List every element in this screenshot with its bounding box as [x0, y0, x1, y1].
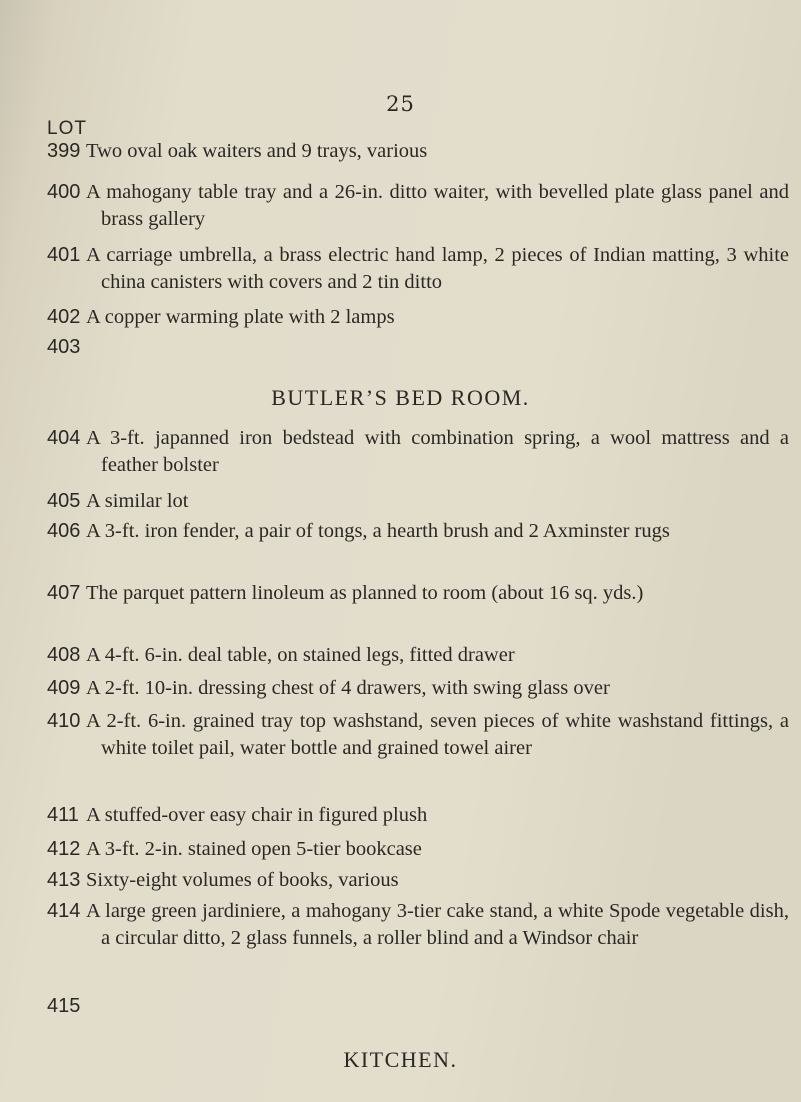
lot-description: A 3-ft. japanned iron bedstead with combination spring, a wool mattress and a feather bolster — [86, 427, 789, 476]
lot-number: 408 — [47, 644, 81, 666]
section-heading-kitchen: KITCHEN. — [343, 1047, 458, 1072]
lot-number: 399 — [47, 140, 81, 162]
lot-number: 402 — [47, 306, 81, 328]
lot-number: 410 — [47, 710, 81, 732]
lot-number: 411 — [47, 804, 79, 826]
lot-description: A 2-ft. 6-in. grained tray top washstand, seven pieces of white washstand fittings, a white toilet pail, water bottle and grained towel airer — [86, 710, 789, 759]
section-heading-butlers-bed-room: BUTLER’S BED ROOM. — [271, 385, 530, 410]
lot-number: 401 — [47, 244, 81, 266]
lot-description: A mahogany table tray and a 26-in. ditto waiter, with bevelled plate glass panel and brass gallery — [86, 181, 789, 230]
lot-description: Sixty-eight volumes of books, various — [86, 869, 399, 891]
lot-description: A similar lot — [86, 490, 189, 512]
lot-description: A 4-ft. 6-in. deal table, on stained legs, fitted drawer — [86, 644, 515, 666]
lot-description: The parquet pattern linoleum as planned to room (about 16 sq. yds.) — [86, 582, 644, 604]
lot-description: Two oval oak waiters and 9 trays, various — [86, 140, 428, 162]
lot-number: 405 — [47, 490, 81, 512]
lot-description: A stuffed-over easy chair in figured plush — [86, 804, 428, 826]
lot-number: 413 — [47, 869, 81, 891]
lot-number: 400 — [47, 181, 81, 203]
lot-number: 415 — [47, 995, 81, 1017]
lot-number: 412 — [47, 838, 81, 860]
lot-number: 414 — [47, 900, 81, 922]
lot-number: 404 — [47, 427, 81, 449]
lot-description: A carriage umbrella, a brass electric hand lamp, 2 pieces of Indian matting, 3 white china canisters with covers and 2 tin ditto — [86, 244, 789, 293]
lot-description: A copper warming plate with 2 lamps — [86, 306, 395, 328]
lot-description: A 2-ft. 10-in. dressing chest of 4 drawers, with swing glass over — [86, 677, 610, 699]
lot-description: A 3-ft. iron fender, a pair of tongs, a hearth brush and 2 Axminster rugs — [86, 520, 670, 542]
lot-number: 409 — [47, 677, 81, 699]
lot-column-heading: LOT — [47, 118, 87, 139]
lot-description: A 3-ft. 2-in. stained open 5-tier bookcase — [86, 838, 422, 860]
lot-number: 406 — [47, 520, 81, 542]
page-number: 25 — [386, 92, 415, 116]
lot-number: 407 — [47, 582, 81, 604]
lot-number: 403 — [47, 336, 81, 358]
lot-description: A large green jardiniere, a mahogany 3-tier cake stand, a white Spode vegetable dish, a circular ditto, 2 glass funnels, a roller blind and a Windsor chair — [86, 900, 789, 949]
